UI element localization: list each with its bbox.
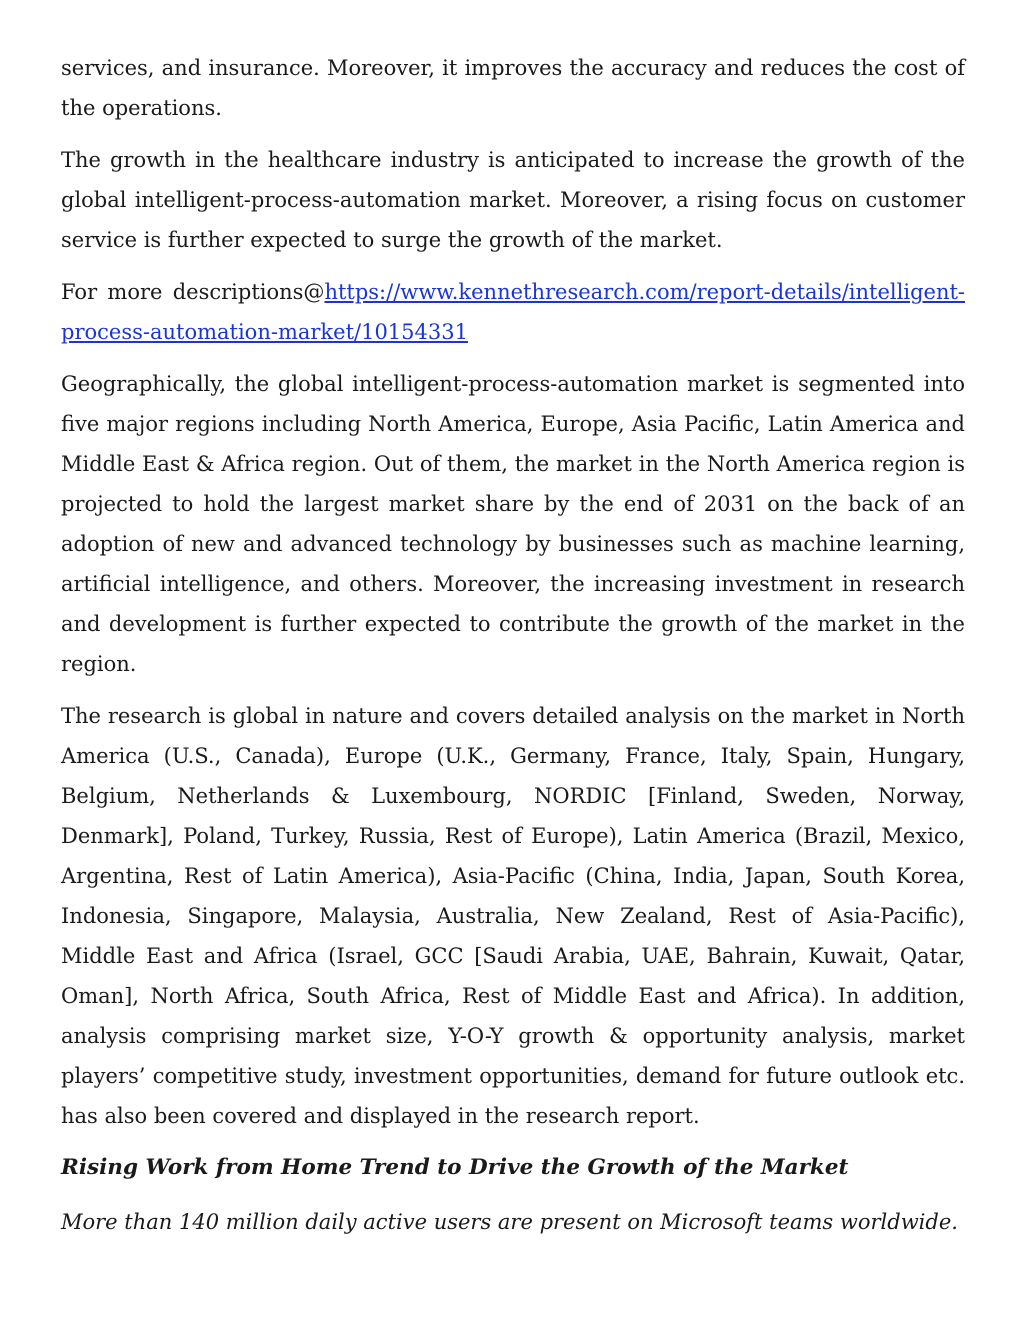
section-note: More than 140 million daily active users are present on Microsoft teams worldwide. [61, 1210, 958, 1234]
paragraph-more-descriptions [61, 272, 965, 352]
paragraph-operations: services, and insurance. Moreover, it improves the accuracy and reduces the cost of the operations. [61, 56, 965, 120]
more-descriptions-label: For more descriptions@ [61, 280, 325, 304]
paragraph-healthcare-growth: The growth in the healthcare industry is anticipated to increase the growth of the global intelligent-process-automation market. Moreover, a rising focus on customer service is further expected to surge the growth of the market. [61, 148, 965, 252]
report-link[interactable]: https://www.kennethresearch.com/report-details/intelligent-process-automation-market/10154331 [61, 280, 965, 344]
section-heading: Rising Work from Home Trend to Drive the Growth of the Market [61, 1155, 849, 1180]
paragraph-research-coverage: The research is global in nature and covers detailed analysis on the market in North America (U.S., Canada), Europe (U.K., Germany, France, Italy, Spain, Hungary, Belgium, Netherlands & Luxembourg, NORDIC [Finland, Sweden, Norway, Denmark], Poland, Turkey, Russia, Rest of Europe), Latin America (Brazil, Mexico, Argentina, Rest of Latin America), Asia-Pacific (China, India, Japan, South Korea, Indonesia, Singapore, Malaysia, Australia, New Zealand, Rest of Asia-Pacific), Middle East and Africa (Israel, GCC [Saudi Arabia, UAE, Bahrain, Kuwait, Qatar, Oman], North Africa, South Africa, Rest of Middle East and Africa). In addition, analysis comprising market size, Y-O-Y growth & opportunity analysis, market players’ competitive study, investment opportunities, demand for future outlook etc. has also been covered and displayed in the research report. [61, 704, 965, 1128]
document-page [61, 48, 965, 1242]
paragraph-geography: Geographically, the global intelligent-process-automation market is segmented into five major regions including North America, Europe, Asia Pacific, Latin America and Middle East & Africa region. Out of them, the market in the North America region is projected to hold the largest market share by the end of 2031 on the back of an adoption of new and advanced technology by businesses such as machine learning, artificial intelligence, and others. Moreover, the increasing investment in research and development is further expected to contribute the growth of the market in the region. [61, 372, 965, 676]
